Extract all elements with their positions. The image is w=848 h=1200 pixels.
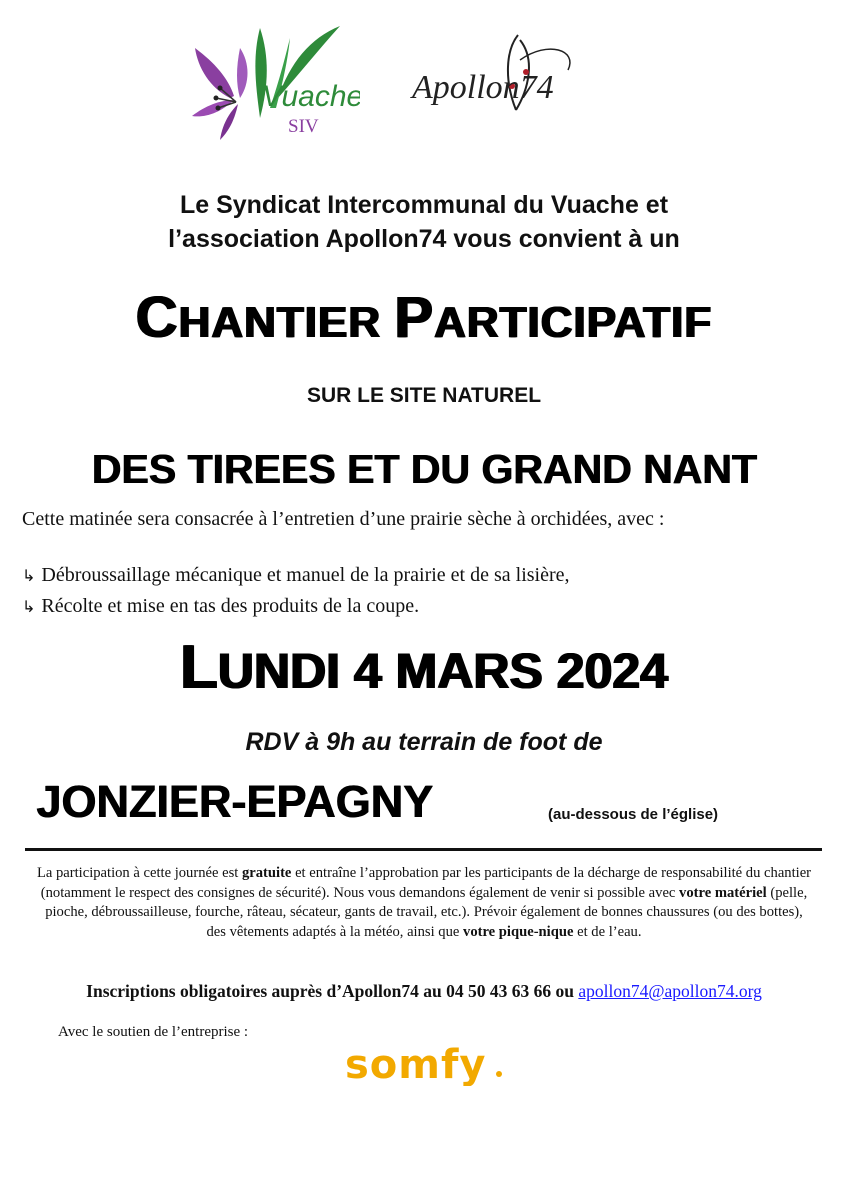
intro-text <box>0 188 848 256</box>
somfy-logo <box>345 1040 505 1086</box>
date-rest: UNDI 4 MARS 2024 <box>217 643 669 699</box>
meeting-point: RDV à 9h au terrain de foot de <box>245 728 603 756</box>
hook-arrow-icon: ↳ <box>22 597 36 616</box>
svg-text:somfy: somfy <box>345 1042 487 1086</box>
email-link[interactable]: apollon74@apollon74.org <box>578 981 762 1001</box>
support-text: Avec le soutien de l’entreprise : <box>58 1024 249 1040</box>
svg-text:Vuache: Vuache <box>262 80 360 113</box>
title-cap-2: P <box>394 285 435 350</box>
hook-arrow-icon: ↳ <box>22 566 36 585</box>
town-note: (au-dessous de l’église) <box>548 806 719 823</box>
title-cap-1: C <box>135 285 179 350</box>
vuache-siv-logo <box>190 18 360 143</box>
description: Cette matinée sera consacrée à l’entretien d’une prairie sèche à orchidées, avec : <box>22 508 665 530</box>
date-cap: L <box>179 633 218 702</box>
title-rest-1: HANTIER <box>178 298 395 347</box>
apollon74-logo <box>408 30 628 125</box>
svg-text:SIV: SIV <box>288 116 319 137</box>
signup-line: Inscriptions obligatoires auprès d’Apollon74 au 04 50 43 63 66 ou apollon74@apollon74.org <box>86 981 762 1001</box>
list-item: ↳ Récolte et mise en tas des produits de la coupe. <box>22 595 420 617</box>
event-date <box>0 632 848 703</box>
bullet-list <box>22 560 570 622</box>
svg-text:Apollon74: Apollon74 <box>412 69 554 106</box>
site-intro: SUR LE SITE NATUREL <box>306 384 542 407</box>
title-rest-2: ARTICIPATIF <box>434 298 713 347</box>
town-name: JONZIER-EPAGNY <box>36 776 433 827</box>
list-item: ↳ Débroussaillage mécanique et manuel de la prairie et de sa lisière, <box>22 564 570 586</box>
fine-print: La participation à cette journée est gratuite et entraîne l’approbation par les participants de la décharge de responsabilité du chantier (notamment le respect des consignes de sécurité). Nous vous demandons également de venir si possible avec votre matériel (pelle, pioche, débroussailleuse, fourche, râteau, sécateur, gants de travail, etc.). Prévoir également de bonnes chaussures (ou des bottes), des vêtements adaptés à la météo, ainsi que votre pique-nique et de l’eau. <box>36 865 812 940</box>
intro-line-1: Le Syndicat Intercommunal du Vuache et <box>179 191 669 219</box>
intro-line-2: l’association Apollon74 vous convient à un <box>168 225 680 253</box>
event-title <box>0 284 848 351</box>
divider <box>25 848 822 851</box>
site-name: DES TIREES ET DU GRAND NANT <box>91 446 757 492</box>
